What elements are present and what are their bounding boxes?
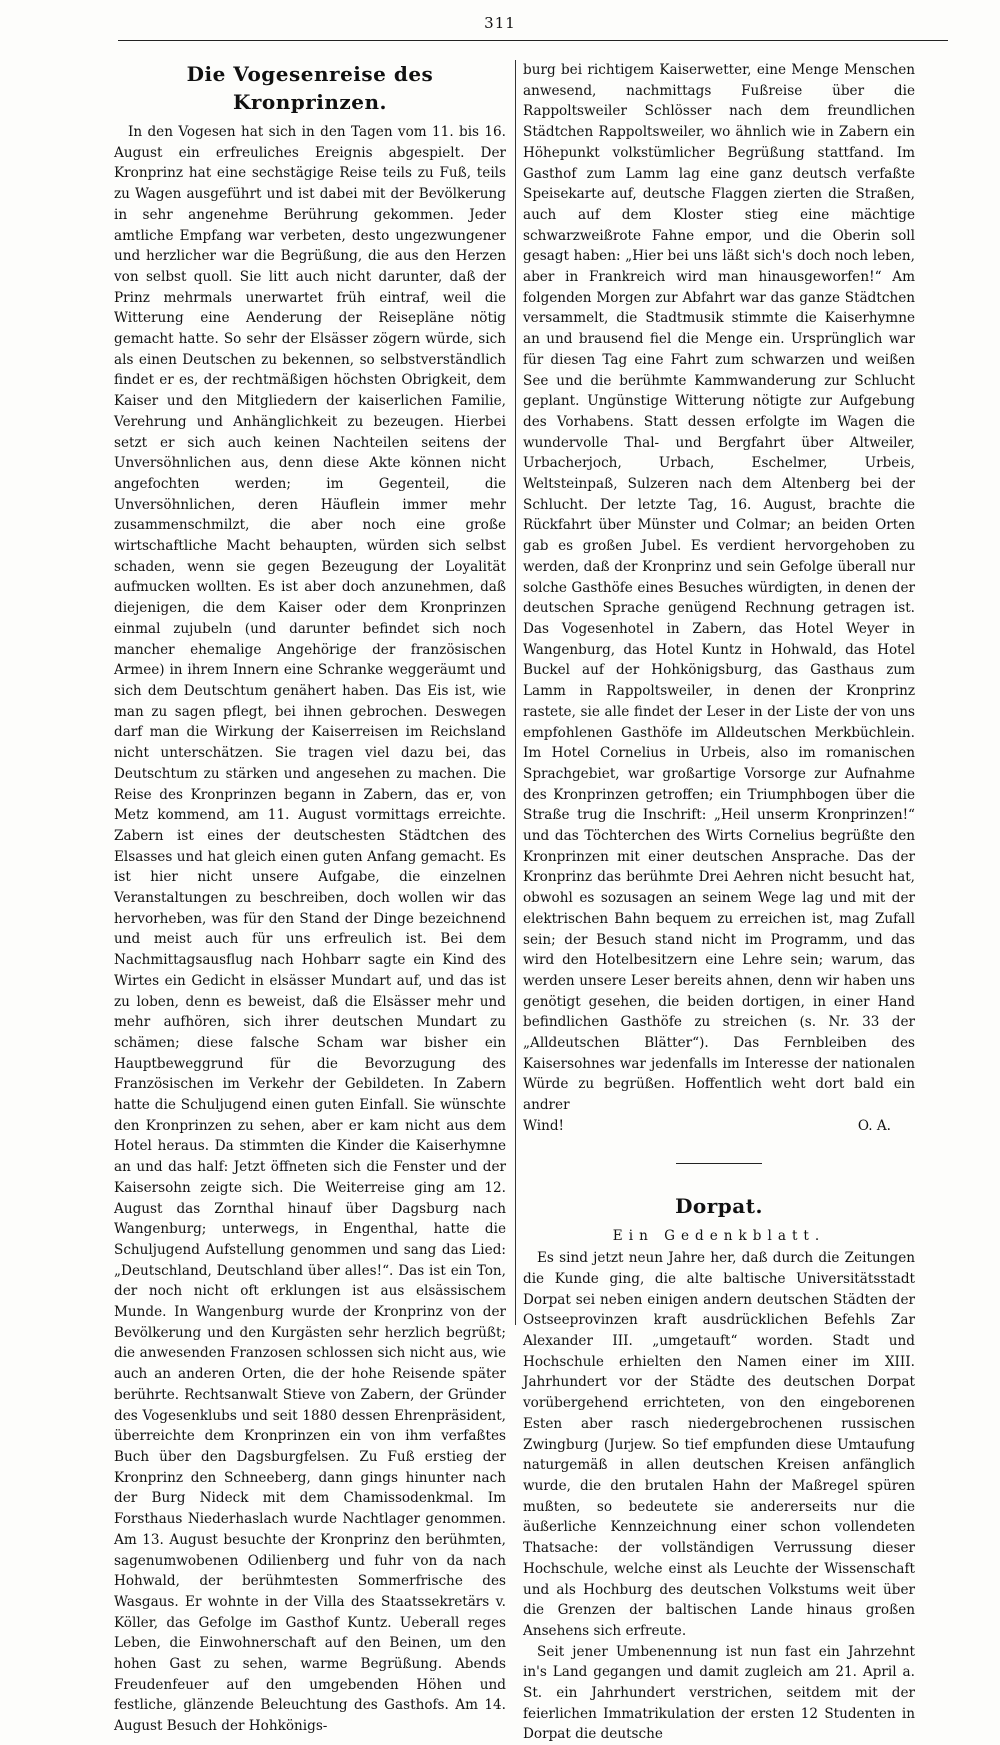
page-number: 311 — [484, 14, 516, 32]
signature-line — [523, 1116, 915, 1137]
article-body-left: In den Vogesen hat sich in den Tagen vom 11. bis 16. August ein erfreuliches Ereignis abgespielt. Der Kronprinz hat eine sechstägige Reise teils zu Fuß, teils zu Wagen ausgeführt und ist dabei mit der Bevölkerung in sehr angenehme Berührung gekommen. Jeder amtliche Empfang war verbeten, desto ungezwungener und herzlicher war die Begrüßung, die aus den Herzen von selbst quoll. Sie litt auch nicht darunter, daß der Prinz mehrmals unerwartet früh eintraf, weil die Witterung eine Aenderung der Reisepläne nötig gemacht hatte. So sehr der Elsässer zögern würde, sich als einen Deutschen zu bekennen, so selbstverständlich findet er es, der rechtmäßigen höchsten Obrigkeit, dem Kaiser und den Mitgliedern der kaiserlichen Familie, Verehrung und Anhänglichkeit zu bezeugen. Hierbei setzt er sich auch keinen Nachteilen seitens der Unversöhnlichen aus, denn diese Akte können nicht angefochten werden; im Gegenteil, die Unversöhnlichen, deren Häuflein immer mehr zusammenschmilzt, die aber noch eine große wirtschaftliche Macht behaupten, würden sich selbst schaden, wenn sie gegen Bezeugung der Loyalität aufmucken wollten. Es ist aber doch anzunehmen, daß diejenigen, die dem Kaiser oder dem Kronprinzen einmal zujubeln (und darunter befindet sich noch mancher ehemalige Angehörige der französischen Armee) in ihrem Innern eine Schranke weggeräumt und sich dem Deutschtum genähert haben. Das Eis ist, wie man zu sagen pflegt, bei ihnen gebrochen. Deswegen darf man die Wirkung der Kaiserreisen im Reichsland nicht unterschätzen. Sie tragen viel dazu bei, das Deutschtum zu stärken und angesehen zu machen. Die Reise des Kronprinzen begann in Zabern, das er, von Metz kommend, am 11. August vormittags erreichte. Zabern ist eines der deutschesten Städtchen des Elsasses und hat gleich einen guten Anfang gemacht. Es ist hier nicht unsere Aufgabe, die einzelnen Veranstaltungen zu beschreiben, doch wollen wir das hervorheben, was für den Stand der Dinge bezeichnend und meist auch für uns erfreulich ist. Bei dem Nachmittagsausflug nach Hohbarr sagte ein Kind des Wirtes ein Gedicht in elsässer Mundart auf, und das ist zu loben, denn es beweist, daß die Elsässer mehr und mehr aufhören, sich ihrer deutschen Mundart zu schämen; diese falsche Scham war bisher ein Hauptbeweggrund für die Bevorzugung des Französischen im Verkehr der Gebildeten. In Zabern hatte die Schuljugend einen guten Einfall. Sie wünschte den Kronprinzen zu sehen, aber er kam nicht aus dem Hotel heraus. Da stimmten die Kinder die Kaiserhymne an und das half: Jetzt öffneten sich die Fenster und der Kaisersohn zeigte sich. Die Weiterreise ging am 12. August das Zornthal hinauf über Dagsburg nach Wangenburg; unterwegs, in Engenthal, hatte die Schuljugend Aufstellung genommen und sang das Lied: „Deutschland, Deutschland über alles!“. Das ist ein Ton, der noch nicht oft erklungen ist aus elsässischem Munde. In Wangenburg wurde der Kronprinz von der Bevölkerung und den Kurgästen sehr herzlich begrüßt; die anwesenden Franzosen schlossen sich nicht aus, wie auch an anderen Orten, die der hohe Reisende später berührte. Rechtsanwalt Stieve von Zabern, der Gründer des Vogesenklubs und seit 1880 dessen Ehrenpräsident, überreichte dem Kronprinzen ein von ihm verfaßtes Buch über den Dagsburgfelsen. Zu Fuß erstieg der Kronprinz den Schneeberg, dann gings hinunter nach der Burg Nideck mit dem Chamissodenkmal. Im Forsthaus Niederhaslach wurde Nachtlager genommen. Am 13. August besuchte der Kronprinz den berühmten, sagenumwobenen Odilienberg und fuhr von da nach Hohwald, der berühmtesten Sommerfrische des Wasgaus. Er wohnte in der Villa des Staatssekretärs v. Köller, das Gefolge im Gasthof Kuntz. Ueberall reges Leben, die Einwohnerschaft auf den Beinen, um den hohen Gast zu sehen, warme Begrüßung. Abends Freudenfeuer auf den umgebenden Höhen und festliche, glänzende Beleuchtung des Gasthofs. Am 14. August Besuch der Hohkönigs- — [114, 124, 506, 1735]
header-rule — [118, 40, 948, 41]
article-title-vogesenreise: Die Vogesenreise des Kronprinzen. — [186, 62, 434, 114]
article-body-right: burg bei richtigem Kaiserwetter, eine Menge Menschen anwesend, nachmittags Fußreise über die Rappoltsweiler Schlösser nach dem freundlichen Städtchen Rappoltsweiler, wo ähnlich wie in Zabern ein Höhepunkt volkstümlicher Begrüßung stattfand. Im Gasthof zum Lamm lag eine ganz deutsch verfaßte Speisekarte auf, deutsche Flaggen zierten die Straßen, auch auf dem Kloster stieg eine mächtige schwarzweißrote Fahne empor, und die Oberin soll gesagt haben: „Hier bei uns läßt sich's doch noch leben, aber in Frankreich wird man hinausgeworfen!“ Am folgenden Morgen zur Abfahrt war das ganze Städtchen versammelt, die Stadtmusik stimmte die Kaiserhymne an und brausend fiel die Menge ein. Ursprünglich war für diesen Tag eine Fahrt zum schwarzen und weißen See und die berühmte Kammwanderung zur Schlucht geplant. Ungünstige Witterung nötigte zur Aufgebung des Vorhabens. Statt dessen erfolgte im Wagen die wundervolle Thal- und Bergfahrt über Altweiler, Urbacherjoch, Urbach, Eschelmer, Urbeis, Weltsteinpaß, Sulzeren nach dem Altenberg bei der Schlucht. Der letzte Tag, 16. August, brachte die Rückfahrt über Münster und Colmar; an beiden Orten gab es großen Jubel. Es verdient hervorgehoben zu werden, daß der Kronprinz und sein Gefolge überall nur solche Gasthöfe eines Besuches würdigten, in denen der deutschen Sprache genügend Rechnung getragen ist. Das Vogesenhotel in Zabern, das Hotel Weyer in Wangenburg, das Hotel Kuntz in Hohwald, das Hotel Buckel auf der Hohkönigsburg, das Gasthaus zum Lamm in Rappoltsweiler, in denen der Kronprinz rastete, sie alle findet der Leser in der Liste der von uns empfohlenen Gasthöfe im Alldeutschen Merkbüchlein. Im Hotel Cornelius in Urbeis, also im romanischen Sprachgebiet, war großartige Vorsorge zur Aufnahme des Kronprinzen getroffen; ein Triumphbogen über die Straße trug die Inschrift: „Heil unserm Kronprinzen!“ und das Töchterchen des Wirts Cornelius begrüßte den Kronprinzen mit einer deutschen Ansprache. Das der Kronprinz das berühmte Drei Aehren nicht besucht hat, obwohl es sozusagen an seinem Wege lag und mit der elektrischen Bahn bequem zu erreichen ist, mag Zufall sein; der Besuch stand nicht im Programm, und das wird den Hotelbesitzern eine Lehre sein; warum, das werden unsere Leser bereits ahnen, denn wir haben uns genötigt gesehen, die beiden dortigen, in einer Hand befindlichen Gasthöfe zu streichen (s. Nr. 33 der „Alldeutschen Blätter“). Das Fernbleiben des Kaisersohnes war jedenfalls im Interesse der nationalen Würde zu begrüßen. Hoffentlich weht dort bald ein andrer — [523, 62, 915, 1114]
left-column — [114, 60, 506, 1735]
closing-word: Wind! — [523, 1117, 565, 1134]
article-title-dorpat: Dorpat. — [675, 1193, 763, 1218]
article-subtitle: Ein Gedenkblatt. — [612, 1227, 826, 1244]
author-signature: O. A. — [857, 1117, 891, 1134]
column-divider — [515, 60, 516, 1325]
section-divider — [676, 1163, 762, 1164]
dorpat-paragraph-2: Seit jener Umbenennung ist nun fast ein Jahrzehnt in's Land gegangen und damit zugleich am 21. April a. St. ein Jahrhundert verstrichen, seitdem mit der feierlichen Immatrikulation der ersten 12 Studenten in Dorpat die deutsche — [523, 1643, 915, 1743]
dorpat-paragraph-1: Es sind jetzt neun Jahre her, daß durch die Zeitungen die Kunde ging, die alte baltische Universitätsstadt Dorpat sei neben einigen andern deutschen Städten der Ostseeprovinzen kraft ausdrücklichen Befehls Zar Alexander III. „umgetauft“ worden. Stadt und Hochschule erhielten den Namen einer im XIII. Jahrhundert vor der Städte des deutschen Dorpat vorübergehend errichteten, von den eingeborenen Esten aber rasch niedergebrochenen russischen Zwingburg (Jurjew. So tief empfunden diese Umtaufung naturgemäß in allen deutschen Kreisen anfänglich wurde, die den brutalen Hahn der Maßregel spüren mußten, so bedeutete sie andererseits nur die äußerliche Kennzeichnung einer schon vollendeten Thatsache: der vollständigen Verrussung dieser Hochschule, welche einst als Leuchte der Wissenschaft und als Hochburg des deutschen Volkstums weit über die Grenzen der baltischen Lande hinaus großen Ansehens sich erfreute. — [523, 1250, 915, 1639]
right-column — [523, 60, 915, 1743]
